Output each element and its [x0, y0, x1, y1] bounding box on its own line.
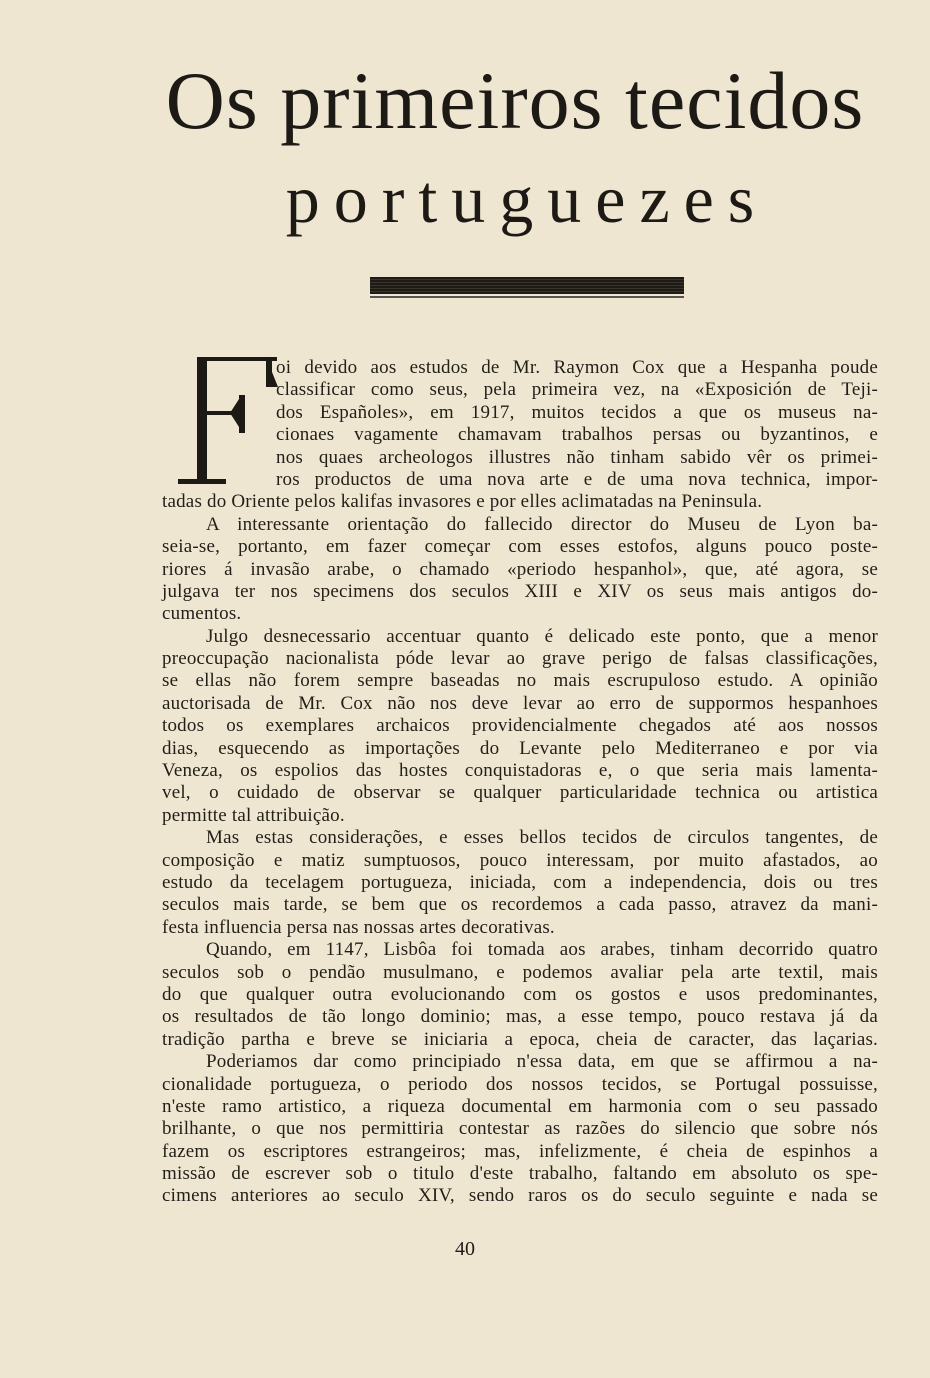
text-line: do que qualquer outra evolucionando com os gostos e usos predominantes, [162, 983, 878, 1005]
text-line: os resultados de tão longo dominio; mas, a esse tempo, pouco restava já da [162, 1006, 878, 1028]
text-line: Quando, em 1147, Lisbôa foi tomada aos arabes, tinham decorrido quatro [206, 939, 878, 961]
text-line: n'este ramo artistico, a riqueza documental em harmonia com o seu passado [162, 1095, 878, 1117]
text-line: vel, o cuidado de observar se qualquer particularidade technica ou artistica [162, 782, 878, 804]
text-line: auctorisada de Mr. Cox não nos deve levar ao erro de suppormos hespanhoes [162, 692, 878, 714]
text-line: Mas estas considerações, e esses bellos tecidos de circulos tangentes, de [206, 827, 878, 849]
title-line-2: portuguezes [285, 161, 769, 237]
text-line: preoccupação nacionalista póde levar ao grave perigo de falsas classificações, [162, 648, 878, 670]
text-line: cimens anteriores ao seculo XIV, sendo raros os do seculo seguinte e nada se [162, 1185, 878, 1207]
text-line: cumentos. [162, 603, 242, 625]
text-line: A interessante orientação do fallecido director do Museu de Lyon ba- [206, 513, 878, 535]
text-line: todos os exemplares archaicos providencialmente chegados até aos nossos [162, 715, 878, 737]
article-body [162, 357, 878, 1208]
text-line: seculos sob o pendão musulmano, e podemos avaliar pela arte textil, mais [162, 961, 878, 983]
text-line: seculos mais tarde, se bem que os recordemos a cada passo, atravez da mani- [162, 894, 878, 916]
title-divider-underline [370, 296, 684, 298]
text-line: nos quaes archeologos illustres não tinham sabido vêr os primei- [276, 446, 878, 468]
text-line: Poderiamos dar como principiado n'essa data, em que se affirmou a na- [206, 1051, 878, 1073]
title-divider [370, 277, 684, 294]
text-line: Veneza, os espolios das hostes conquistadoras e, o que seria mais lamenta- [162, 760, 878, 782]
text-line: tradição partha e breve se iniciaria a epoca, cheia de caracter, das laçarias. [162, 1028, 878, 1050]
text-line: fazem os escriptores estrangeiros; mas, infelizmente, é cheia de espinhos a [162, 1140, 878, 1162]
text-line: dos Españoles», em 1917, muitos tecidos a que os museus na- [276, 401, 878, 423]
text-line: classificar como seus, pela primeira vez, na «Exposición de Teji- [276, 379, 878, 401]
text-line: composição e matiz sumptuosos, pouco interessam, por muito afastados, ao [162, 849, 878, 871]
text-line: dias, esquecendo as importações do Levante pelo Mediterraneo e por via [162, 737, 878, 759]
text-line: missão de escrever sob o titulo d'este trabalho, faltando em absoluto os spe- [162, 1163, 878, 1185]
text-line: riores á invasão arabe, o chamado «periodo hespanhol», que, até agora, se [162, 558, 878, 580]
title-line-1: Os primeiros tecidos [165, 55, 865, 146]
text-line: Julgo desnecessario accentuar quanto é delicado este ponto, que a menor [206, 625, 878, 647]
text-line: seia-se, portanto, em fazer começar com esses estofos, alguns pouco poste- [162, 536, 878, 558]
text-line: brilhante, o que nos permittiria contestar as razões do silencio que sobre nós [162, 1118, 878, 1140]
page-number: 40 [455, 1238, 475, 1260]
text-line: tadas do Oriente pelos kalifas invasores e por elles aclimatadas na Peninsula. [162, 491, 763, 513]
text-line: festa influencia persa nas nossas artes decorativas. [162, 916, 555, 938]
text-line: permitte tal attribuição. [162, 804, 345, 826]
text-line: oi devido aos estudos de Mr. Raymon Cox que a Hespanha poude [276, 357, 878, 378]
text-line: cionalidade portugueza, o periodo dos nossos tecidos, se Portugal possuisse, [162, 1073, 878, 1095]
text-line: cionaes vagamente chamavam trabalhos persas ou byzantinos, e [276, 424, 878, 446]
text-line: estudo da tecelagem portugueza, iniciada, com a independencia, dois ou tres [162, 871, 878, 893]
text-line: se ellas não forem sempre baseadas no mais escrupuloso estudo. A opinião [162, 670, 878, 692]
text-line: julgava ter nos specimens dos seculos XIII e XIV os seus mais antigos do- [162, 580, 878, 602]
text-line: ros productos de uma nova arte e de uma nova technica, impor- [276, 468, 878, 490]
